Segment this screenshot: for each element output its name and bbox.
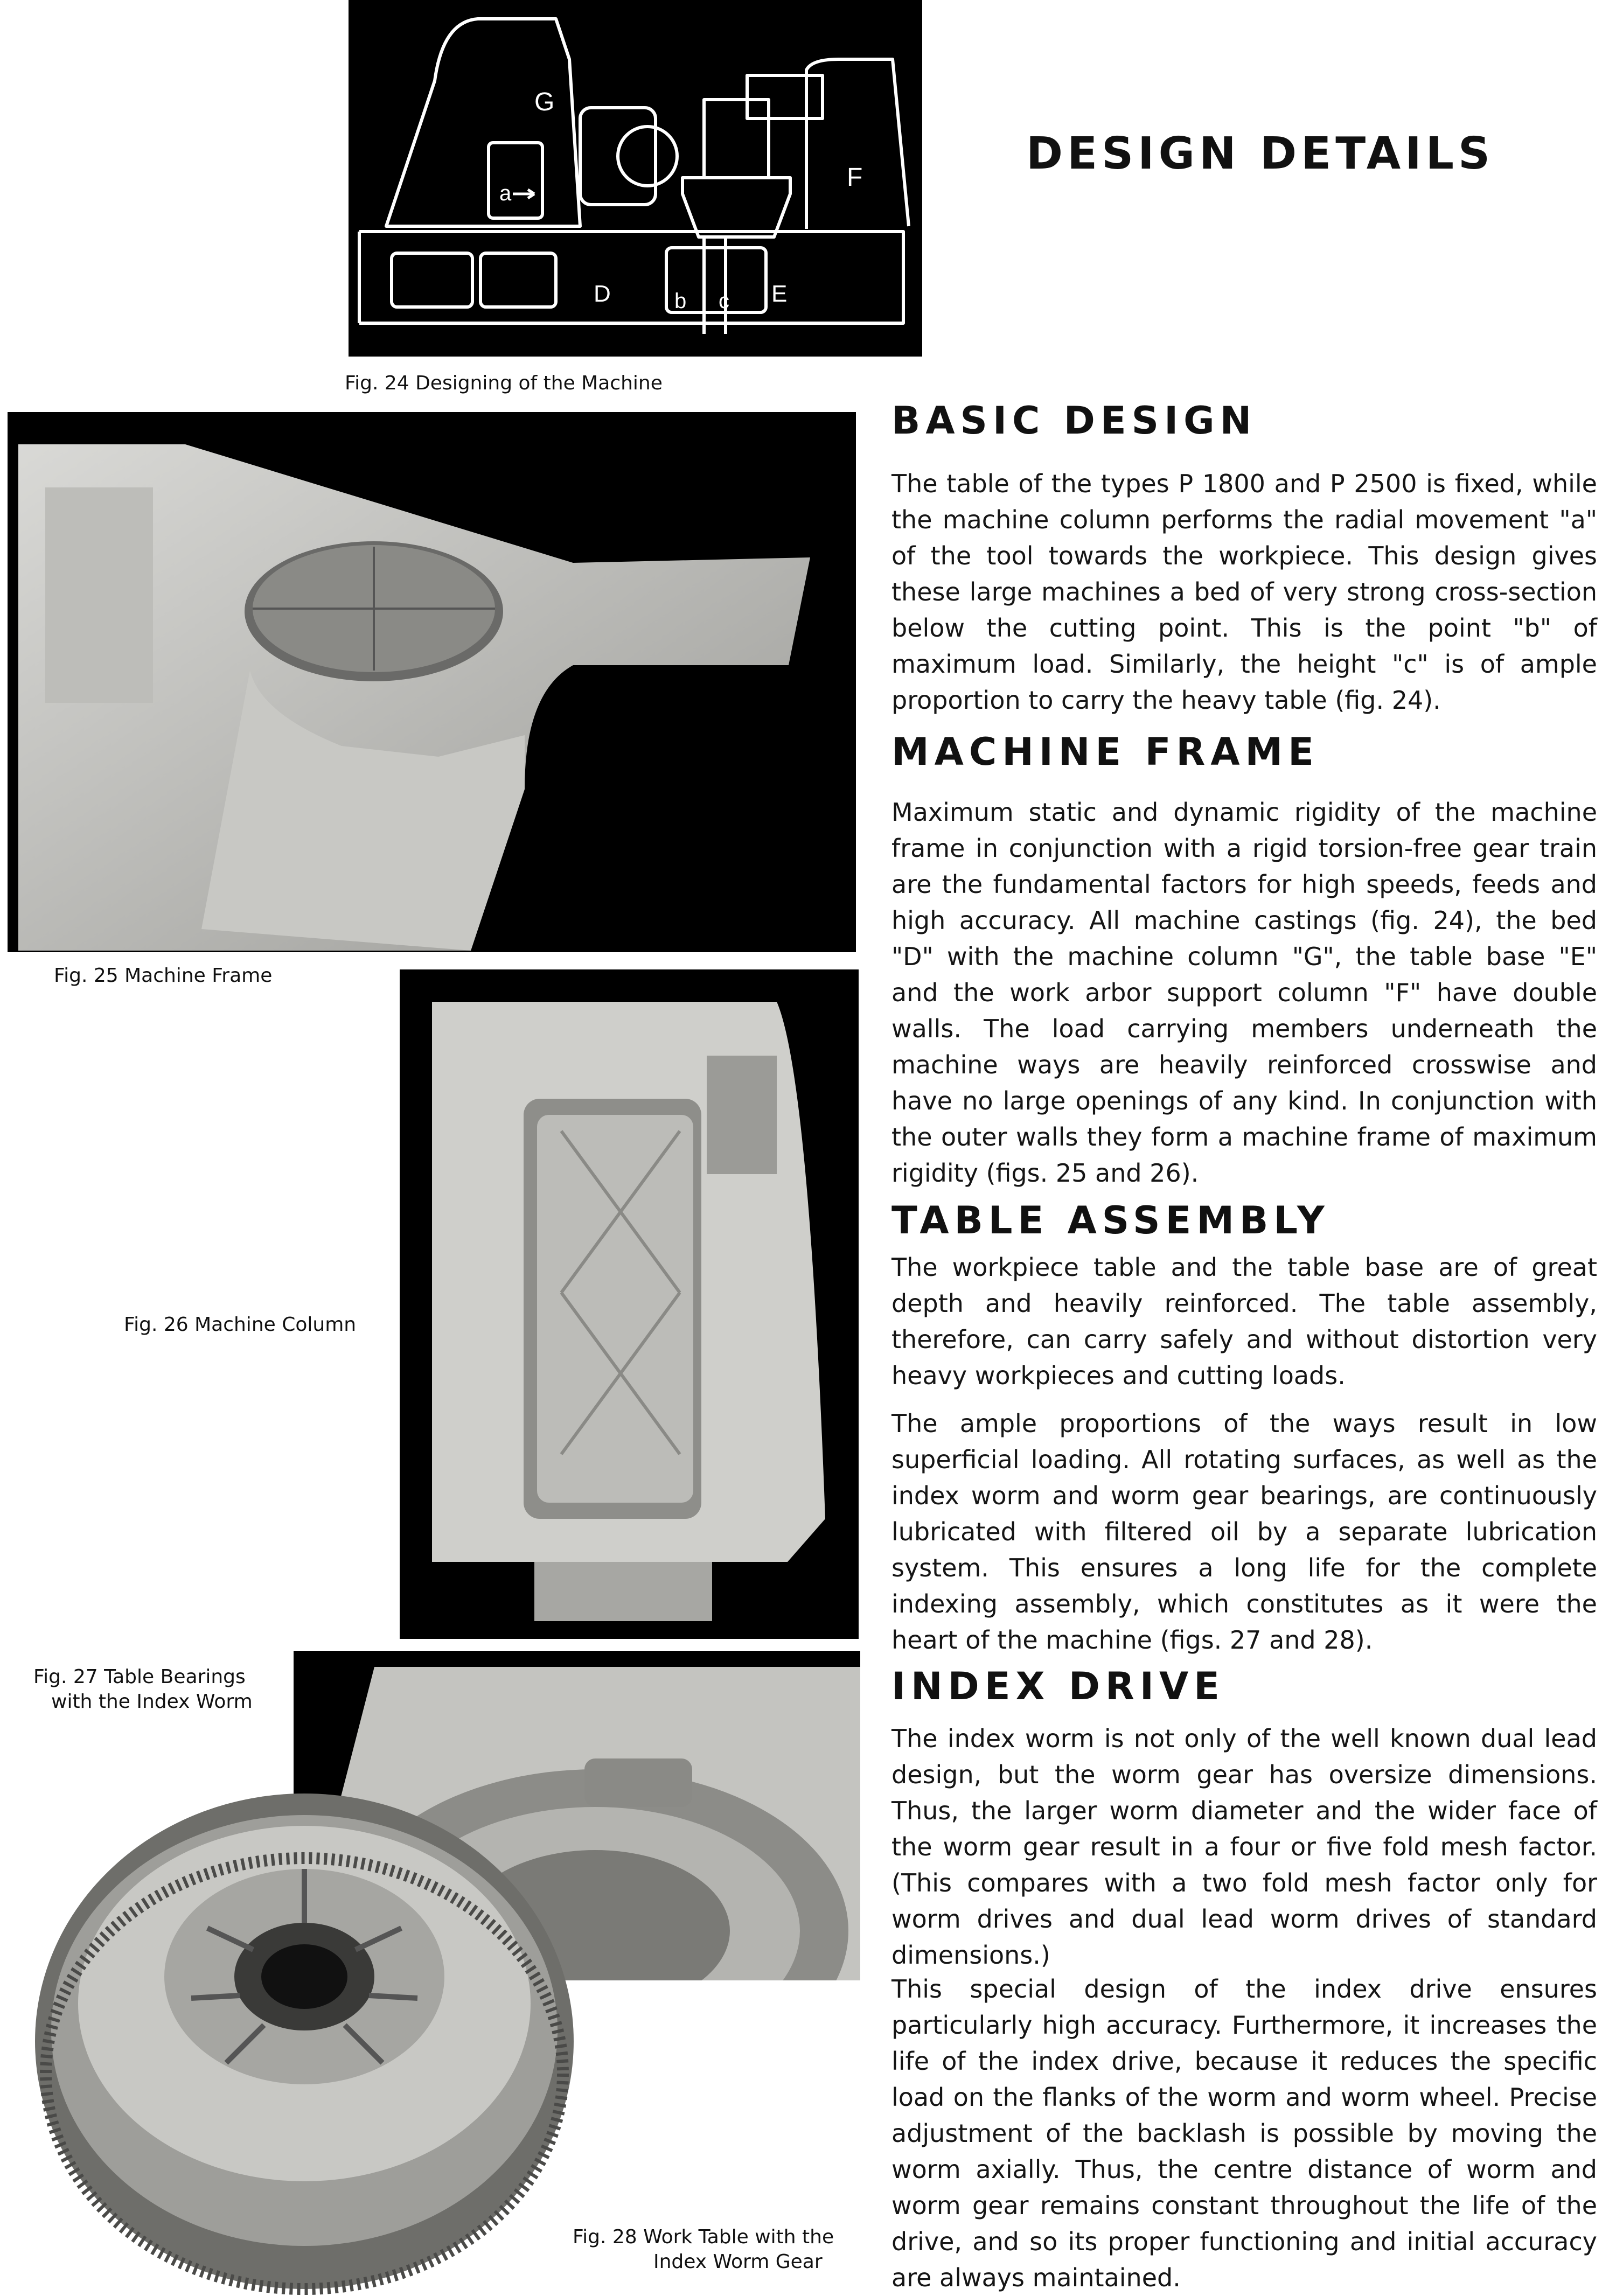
- paragraph-machine-frame: Maximum static and dynamic rigidity of the machine frame in conjunction with a rigid torsion-free gear train are the fundamental factors for high speeds, feeds and high accuracy. All machine castings (fig. 24), the bed "D" with the machine column "G", the table base "E" and the work arbor support column "F" have double walls. The load carrying members underneath the machine ways are heavily reinforced crosswise and have no large openings of any kind. In conjunction with the outer walls they form a machine frame of maximum rigidity (figs. 25 and 26).: [891, 798, 1597, 1188]
- label-b: b: [674, 289, 687, 313]
- fig24-diagram: [349, 0, 922, 357]
- bed-pocket-1: [392, 253, 472, 307]
- heading-machine-frame: MACHINE FRAME: [891, 730, 1319, 774]
- label-g: G: [534, 88, 555, 116]
- label-d: D: [594, 281, 611, 307]
- label-c: c: [719, 289, 729, 313]
- column-slide: [489, 143, 542, 218]
- cutter-spindle: [618, 127, 677, 186]
- machine-outline-drawing: [349, 0, 922, 357]
- base-bed-outline: [359, 232, 903, 323]
- heading-index-drive: INDEX DRIVE: [891, 1664, 1225, 1708]
- fig25-machine-frame-photo: [8, 412, 856, 952]
- paragraph-basic-design: The table of the types P 1800 and P 2500 is fixed, while the machine column performs the radial movement "a" of the tool towards the workpiece. This design gives these large machines a bed of very strong cross-section below the cutting point. This is the point "b" of maximum load. Similarly, the height "c" is of ample proportion to carry the heavy table (fig. 24).: [891, 469, 1597, 715]
- fig26-machine-column-photo: [400, 969, 859, 1639]
- paragraph-table-assembly-1: The workpiece table and the table base are of great depth and heavily reinforced. The table assembly, therefore, can carry safely and without distortion very heavy workpieces and cutting loads.: [891, 1253, 1597, 1390]
- label-a: a: [499, 182, 512, 205]
- caption-fig27-line2: with the Index Worm: [51, 1691, 253, 1713]
- bed-pocket-2: [480, 253, 556, 307]
- arbor-support: [747, 75, 823, 118]
- caption-fig28-line1: Fig. 28 Work Table with the: [573, 2226, 834, 2248]
- work-arbor: [704, 100, 769, 178]
- caption-fig24: Fig. 24 Designing of the Machine: [345, 372, 663, 394]
- heading-table-assembly: TABLE ASSEMBLY: [891, 1198, 1330, 1243]
- paragraph-index-drive-2: This special design of the index drive ensures particularly high accuracy. Furthermore, it increases the life of the index drive, because it reduces the specific load on the flanks of the worm and worm wheel. Precise adjustment of the backlash is possible by moving the worm axially. Thus, the centre distance of worm and worm gear remains constant throughout the life of the drive, and so its proper functioning and initial accuracy are always maintained.: [891, 1974, 1597, 2292]
- page-title: DESIGN DETAILS: [1026, 128, 1495, 179]
- caption-fig27-line1: Fig. 27 Table Bearings: [33, 1666, 246, 1688]
- caption-fig25: Fig. 25 Machine Frame: [54, 965, 273, 987]
- paragraph-table-assembly-2: The ample proportions of the ways result in low superficial loading. All rotating surfaces, as well as the index worm and worm gear bearings, are continuously lubricated with filtered oil by a separate lubrication system. This ensures a long life for the complete indexing assembly, which constitutes as it were the heart of the machine (figs. 27 and 28).: [891, 1409, 1597, 1655]
- heading-basic-design: BASIC DESIGN: [891, 399, 1257, 443]
- label-e: E: [771, 281, 788, 307]
- caption-fig26: Fig. 26 Machine Column: [124, 1314, 357, 1336]
- paragraph-index-drive-1: The index worm is not only of the well known dual lead design, but the worm gear has oversize dimensions. Thus, the larger worm diameter and the wider face of the worm gear result in a four or five fold mesh factor. (This compares with a two fold mesh factor only for worm drives and dual lead worm drives of standard dimensions.): [891, 1724, 1597, 1970]
- label-f: F: [847, 163, 863, 192]
- work-table: [682, 178, 790, 237]
- fig28-work-table-photo: [22, 1697, 574, 2296]
- column-g-outline: [386, 19, 580, 226]
- caption-fig28-line2: Index Worm Gear: [653, 2251, 823, 2273]
